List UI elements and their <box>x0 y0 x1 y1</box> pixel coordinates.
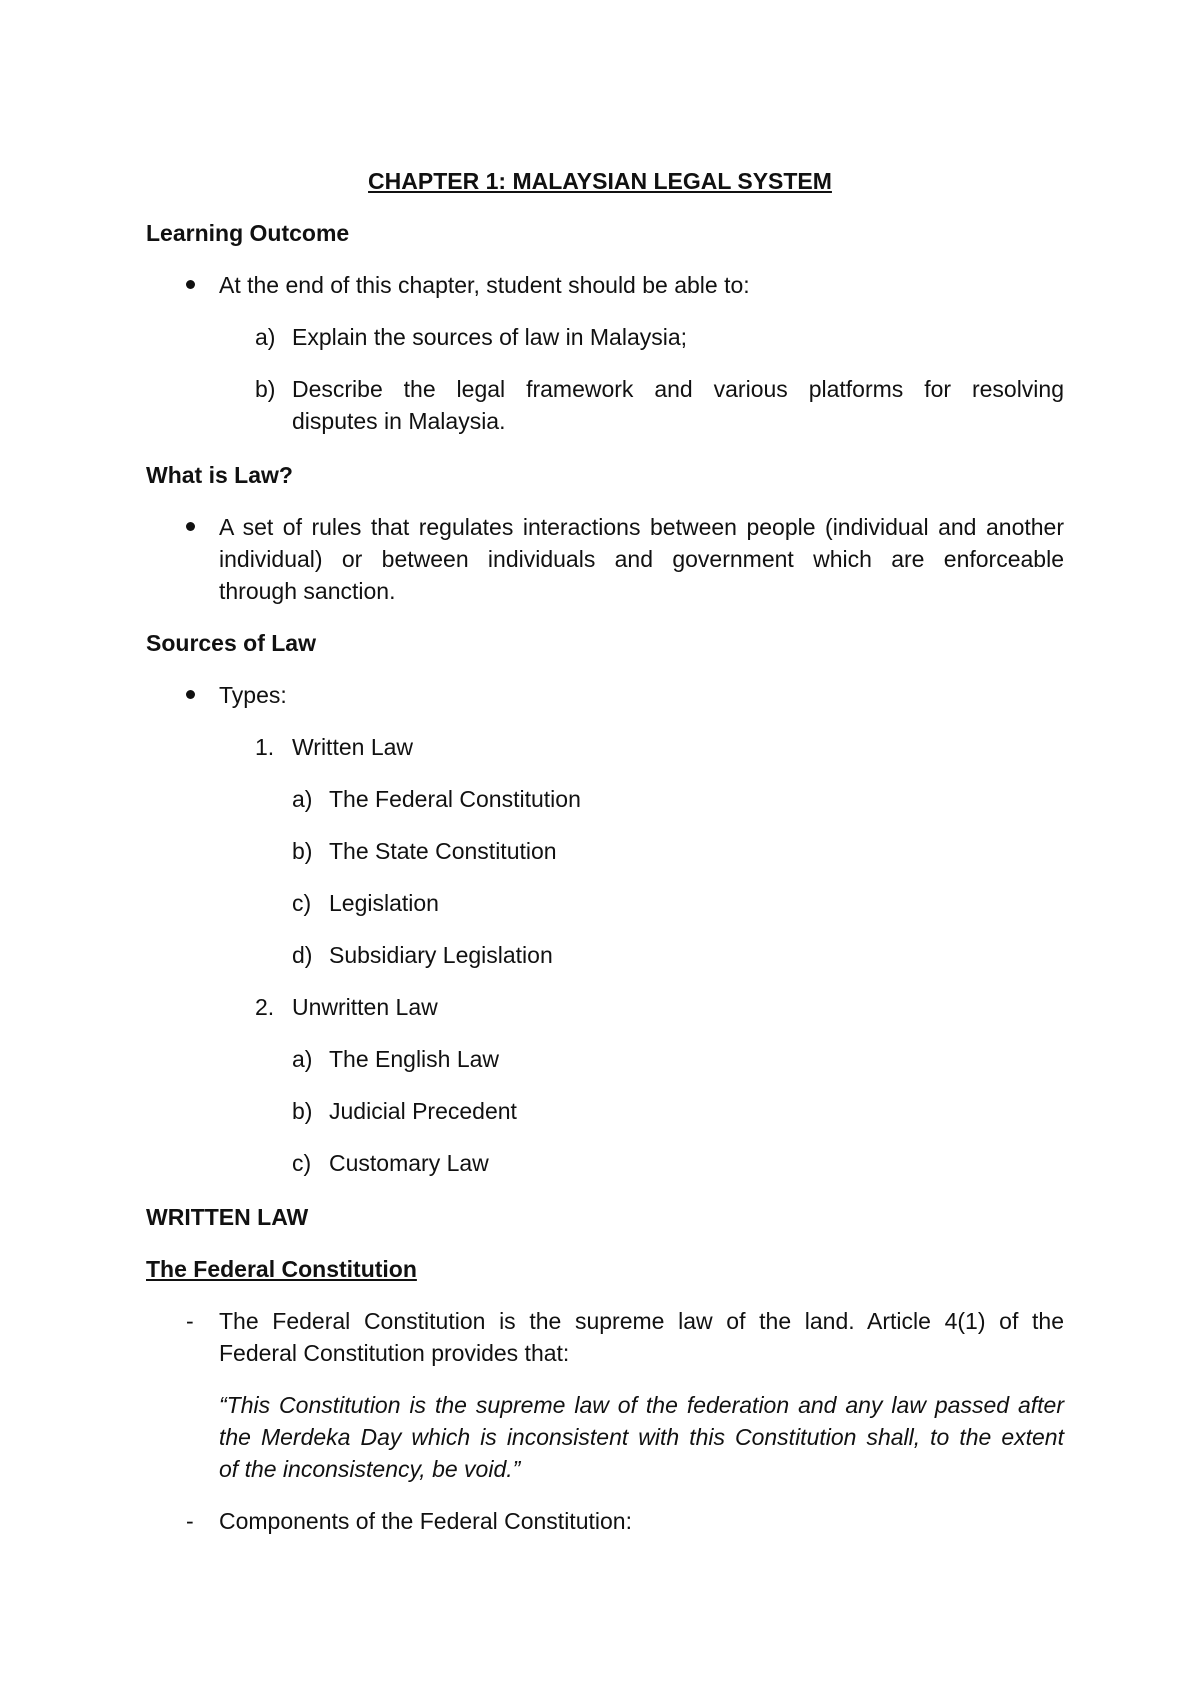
learning-outcome-item: Describe the legal framework and various platforms for resolving <box>292 376 1064 402</box>
law-definition-line: through sanction. <box>219 578 396 604</box>
bullet-icon <box>183 512 197 526</box>
learning-outcome-heading: Learning Outcome <box>146 220 350 246</box>
sources-heading: Sources of Law <box>146 630 316 656</box>
bullet-icon <box>183 680 197 694</box>
list-marker: d) <box>292 942 313 968</box>
group-label-unwritten: Unwritten Law <box>292 994 438 1020</box>
article-quote-line: “This Constitution is the supreme law of the federation and any law passed after <box>219 1392 1064 1418</box>
law-definition-line: A set of rules that regulates interactions between people (individual and another <box>219 514 1064 540</box>
bullet-icon <box>183 270 197 284</box>
article-quote-line: of the inconsistency, be void.” <box>219 1456 521 1482</box>
learning-outcome-item: Explain the sources of law in Malaysia; <box>292 324 688 350</box>
learning-outcome-item-cont: disputes in Malaysia. <box>292 408 506 434</box>
list-marker: b) <box>292 1098 313 1124</box>
list-item: The English Law <box>329 1046 500 1072</box>
written-law-heading: WRITTEN LAW <box>146 1204 309 1230</box>
list-item: The State Constitution <box>329 838 557 864</box>
list-marker: a) <box>292 1046 313 1072</box>
list-marker: b) <box>255 376 276 402</box>
chapter-title: CHAPTER 1: MALAYSIAN LEGAL SYSTEM <box>368 168 832 194</box>
article-quote-line: the Merdeka Day which is inconsistent with this Constitution shall, to the extent <box>219 1424 1064 1450</box>
group-label-written: Written Law <box>292 734 414 760</box>
federal-para-line: The Federal Constitution is the supreme law of the land. Article 4(1) of the <box>219 1308 1064 1334</box>
types-label: Types: <box>219 682 287 708</box>
dash-marker: - <box>186 1508 194 1534</box>
list-item: Legislation <box>329 890 439 916</box>
federal-para-line: Federal Constitution provides that: <box>219 1340 570 1366</box>
group-marker: 1. <box>255 734 275 760</box>
what-is-law-heading: What is Law? <box>146 462 293 488</box>
list-item: Judicial Precedent <box>329 1098 517 1124</box>
list-marker: a) <box>292 786 313 812</box>
list-marker: b) <box>292 838 313 864</box>
list-item: Customary Law <box>329 1150 489 1176</box>
list-item: The Federal Constitution <box>329 786 581 812</box>
components-line: Components of the Federal Constitution: <box>219 1508 632 1534</box>
dash-marker: - <box>186 1308 194 1334</box>
list-marker: c) <box>292 890 312 916</box>
group-marker: 2. <box>255 994 275 1020</box>
list-marker: c) <box>292 1150 312 1176</box>
list-item: Subsidiary Legislation <box>329 942 553 968</box>
learning-outcome-intro: At the end of this chapter, student should be able to: <box>219 272 750 298</box>
law-definition-line: individual) or between individuals and government which are enforceable <box>219 546 1064 572</box>
list-marker: a) <box>255 324 276 350</box>
federal-constitution-heading: The Federal Constitution <box>146 1256 417 1282</box>
